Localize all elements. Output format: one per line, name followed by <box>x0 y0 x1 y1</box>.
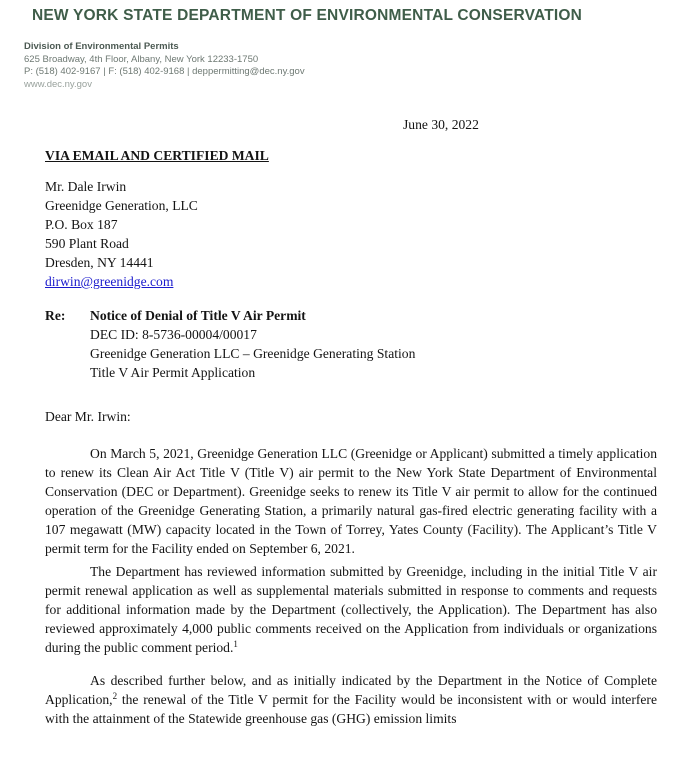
recipient-street: 590 Plant Road <box>45 236 129 251</box>
re-company-line: Greenidge Generation LLC – Greenidge Generating Station <box>90 346 416 361</box>
salutation: Dear Mr. Irwin: <box>45 409 131 424</box>
division-name: Division of Environmental Permits <box>24 41 179 52</box>
footnote-ref-1: 1 <box>233 639 238 649</box>
paragraph-text: the renewal of the Title V permit for the Facility would be inconsistent with or would interfere with the attainment of the Statewide greenhouse gas (GHG) emission limits <box>45 692 657 726</box>
footnote-ref-2: 2 <box>112 691 118 701</box>
recipient-company: Greenidge Generation, LLC <box>45 198 198 213</box>
re-content <box>90 306 415 382</box>
letter-date: June 30, 2022 <box>403 117 479 132</box>
body-paragraph <box>45 444 657 558</box>
paragraph-text: The Department has reviewed information submitted by Greenidge, including in the initial Title V air permit renewal application as well as supplemental materials submitted in response to comments and requests for additional information made by the Department (collectively, the Application). The Department has also reviewed approximately 4,000 public comments received on the Application from individuals or organizations during the public comment period. <box>45 564 657 655</box>
delivery-method-heading: VIA EMAIL AND CERTIFIED MAIL <box>45 148 269 163</box>
letter-body <box>45 115 657 728</box>
website-line: www.dec.ny.gov <box>24 78 92 90</box>
re-block <box>45 306 657 382</box>
recipient-name: Mr. Dale Irwin <box>45 179 127 194</box>
body-paragraph <box>45 562 657 657</box>
recipient-po-box: P.O. Box 187 <box>45 217 118 232</box>
recipient-address-block <box>45 177 657 291</box>
re-subject: Notice of Denial of Title V Air Permit <box>90 308 306 323</box>
letterhead-contact-block <box>24 41 700 91</box>
recipient-email-link[interactable]: dirwin@greenidge.com <box>45 274 174 289</box>
agency-title: NEW YORK STATE DEPARTMENT OF ENVIRONMENTAL CONSERVATION <box>32 7 583 24</box>
address-line: 625 Broadway, 4th Floor, Albany, New York 12233-1750 <box>24 53 259 65</box>
phone-fax-email-line: P: (518) 402-9167 | F: (518) 402-9168 | deppermitting@dec.ny.gov <box>24 66 305 77</box>
paragraph-text: As described further below, and as initially indicated by the Department in the Notice of Complete Application, <box>45 673 657 707</box>
paragraph-text: On March 5, 2021, Greenidge Generation LLC (Greenidge or Applicant) submitted a timely application to renew its Clean Air Act Title V (Title V) air permit to the New York State Department of Environmental Conservation (DEC or Department). Greenidge seeks to renew its Title V air permit to allow for the continued operation of the Greenidge Generating Station, a primarily natural gas-fired electric generating facility with a 107 megawatt (MW) capacity located in the Town of Torrey, Yates County (Facility). The Applicant’s Title V permit term for the Facility ended on September 6, 2021. <box>45 446 657 556</box>
recipient-city-state-zip: Dresden, NY 14441 <box>45 255 154 270</box>
re-application-line: Title V Air Permit Application <box>90 365 256 380</box>
re-dec-id: DEC ID: 8-5736-00004/00017 <box>90 327 257 342</box>
body-paragraph <box>45 671 657 728</box>
re-label: Re: <box>45 308 66 323</box>
